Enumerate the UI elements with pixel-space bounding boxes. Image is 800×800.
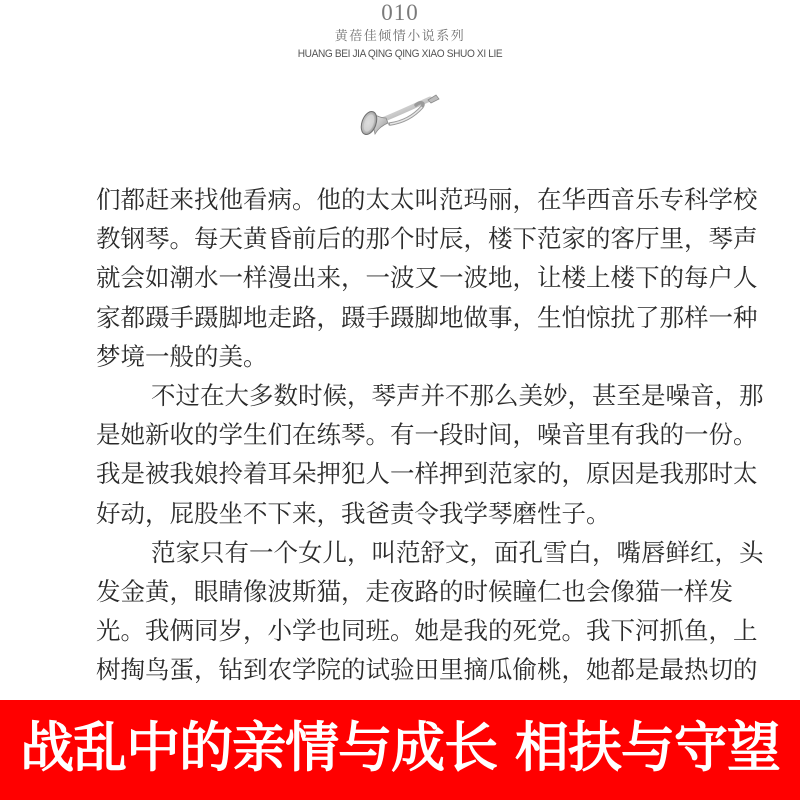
text-line: 就会如潮水一样漫出来，一波又一波地，让楼上楼下的每户人 xyxy=(96,263,758,293)
text-line: 好动，屁股坐不下来，我爸责令我学琴磨性子。 xyxy=(96,498,611,528)
paragraph-start-line: 不过在大多数时候，琴声并不那么美妙，甚至是噪音，那 xyxy=(151,380,764,410)
paragraph-start-line: 范家只有一个女儿，叫范舒文，面孔雪白，嘴唇鲜红，头 xyxy=(151,537,764,567)
promo-banner xyxy=(0,700,800,800)
series-title: 黄蓓佳倾情小说系列 xyxy=(334,29,466,44)
body-text xyxy=(96,180,764,689)
text-line: 树掏鸟蛋，钻到农学院的试验田里摘瓜偷桃，她都是最热切的 xyxy=(96,655,758,685)
text-line: 们都赶来找他看病。他的太太叫范玛丽，在华西音乐专科学校 xyxy=(96,185,758,214)
page-number: 010 xyxy=(381,0,419,25)
text-line: 教钢琴。每天黄昏前后的那个时辰，楼下范家的客厅里，琴声 xyxy=(96,224,758,254)
text-line: 家都蹑手蹑脚地走路，蹑手蹑脚地做事，生怕惊扰了那样一种 xyxy=(96,302,758,332)
text-line: 我是被我娘拎着耳朵押犯人一样押到范家的，原因是我那时太 xyxy=(96,459,758,489)
text-line: 发金黄，眼睛像波斯猫，走夜路的时候瞳仁也会像猫一样发 xyxy=(96,576,733,606)
bugle-icon xyxy=(352,90,448,140)
text-line: 光。我俩同岁，小学也同班。她是我的死党。我下河抓鱼，上 xyxy=(96,616,758,646)
text-line: 梦境一般的美。 xyxy=(96,341,268,371)
series-pinyin: HUANG BEI JIA QING QING XIAO SHUO XI LIE xyxy=(297,48,503,60)
text-line: 是她新收的学生们在练琴。有一段时间，噪音里有我的一份。 xyxy=(96,420,758,450)
promo-banner-text: 战乱中的亲情与成长 相扶与守望 xyxy=(20,716,780,779)
